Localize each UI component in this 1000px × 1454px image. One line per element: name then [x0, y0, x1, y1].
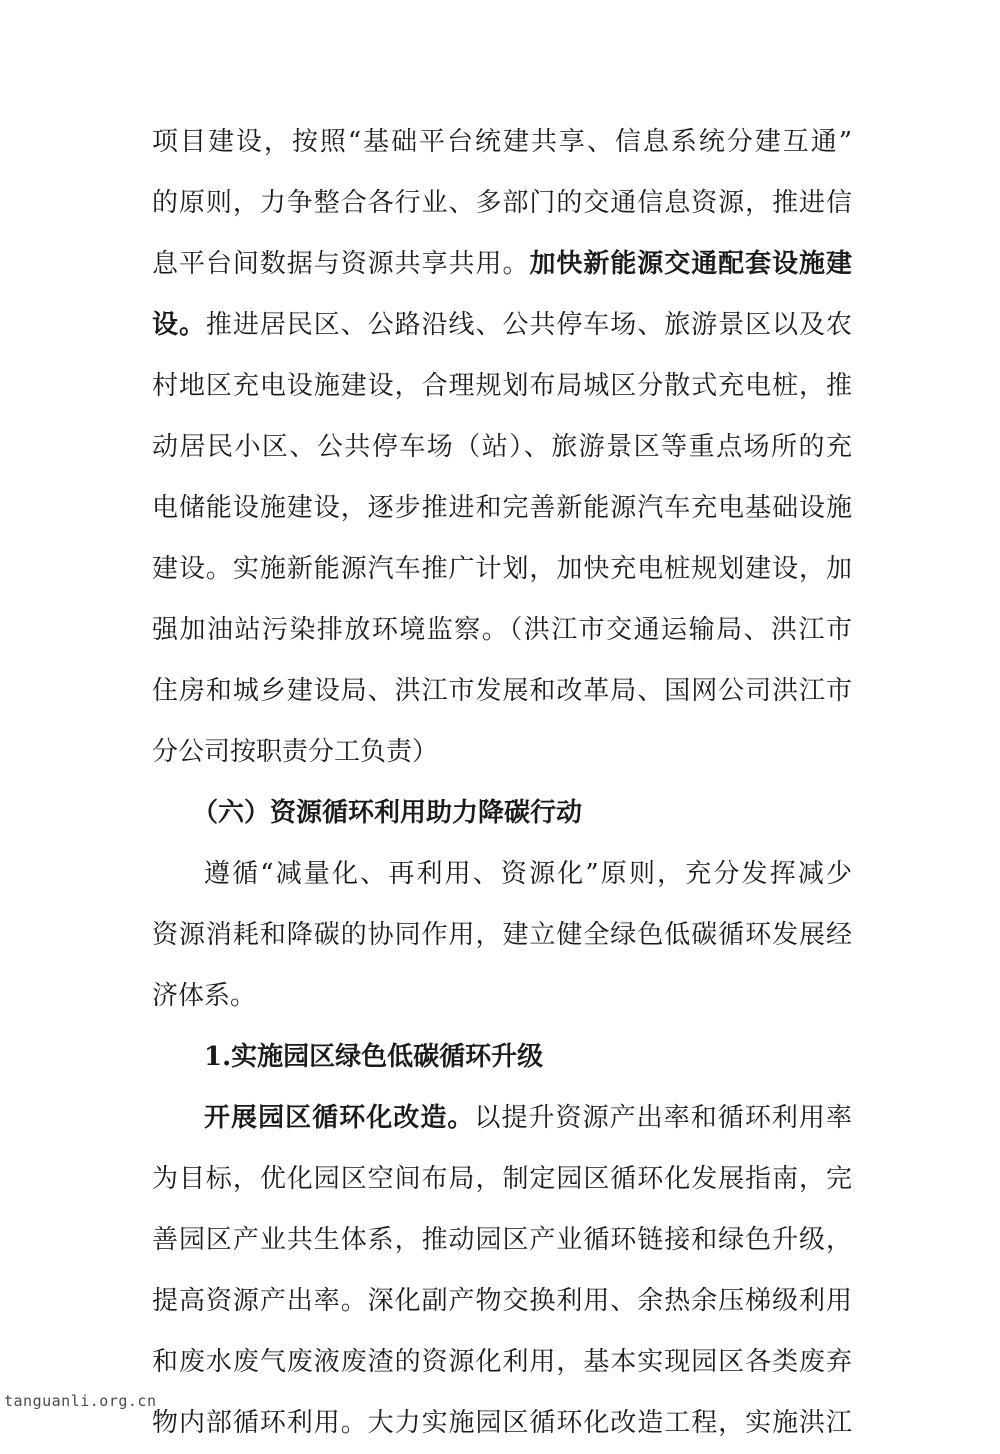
body-text-line: 分公司按职责分工负责） — [152, 737, 439, 767]
body-text-line: 遵循“减量化、再利用、资源化”原则，充分发挥减少 — [204, 859, 852, 889]
bold-lead-text: 开展园区循环化改造。 — [204, 1103, 475, 1133]
body-text-line: 建设。实施新能源汽车推广计划，加快充电桩规划建设，加 — [152, 554, 852, 584]
body-text-line: 物内部循环利用。大力实施园区循环化改造工程，实施洪江 — [152, 1408, 852, 1438]
body-text-line — [152, 234, 852, 295]
bold-lead-text: 设。 — [152, 310, 206, 340]
body-text: 息平台间数据与资源共享共用。 — [152, 249, 530, 279]
body-text-line: 善园区产业共生体系，推动园区产业循环链接和绿色升级， — [152, 1225, 852, 1255]
body-text-line: 济体系。 — [152, 981, 257, 1011]
body-text-line: 强加油站污染排放环境监察。（洪江市交通运输局、洪江市 — [152, 615, 852, 645]
body-text-line: 和废水废气废液废渣的资源化利用，基本实现园区各类废弃 — [152, 1347, 852, 1377]
bold-lead-text: 加快新能源交通配套设施建 — [529, 249, 852, 279]
body-text-line: 资源消耗和降碳的协同作用，建立健全绿色低碳循环发展经 — [152, 920, 852, 950]
body-text-line: 动居民小区、公共停车场（站）、旅游景区等重点场所的充 — [152, 432, 852, 462]
body-text-line: 为目标，优化园区空间布局，制定园区循环化发展指南，完 — [152, 1164, 852, 1194]
section-heading: （六）资源循环利用助力降碳行动 — [192, 798, 583, 828]
body-text-line: 村地区充电设施建设，合理规划布局城区分散式充电桩，推 — [152, 371, 852, 401]
body-text-line: 的原则，力争整合各行业、多部门的交通信息资源，推进信 — [152, 188, 852, 218]
body-text-line — [152, 295, 852, 356]
document-page — [152, 112, 852, 1454]
body-text-line: 提高资源产出率。深化副产物交换利用、余热余压梯级利用 — [152, 1286, 852, 1316]
body-text: 以提升资源产出率和循环利用率 — [474, 1103, 852, 1133]
body-text-line: 住房和城乡建设局、洪江市发展和改革局、国网公司洪江市 — [152, 676, 852, 706]
body-text: 推进居民区、公路沿线、公共停车场、旅游景区以及农 — [205, 310, 852, 340]
body-text-line: 电储能设施建设，逐步推进和完善新能源汽车充电基础设施 — [152, 493, 852, 523]
watermark-text: tanguanli.org.cn — [4, 1392, 157, 1410]
subsection-heading: 1.实施园区绿色低碳循环升级 — [204, 1042, 544, 1072]
body-text-line — [152, 1088, 852, 1149]
body-text-line: 项目建设，按照“基础平台统建共享、信息系统分建互通” — [152, 127, 852, 157]
